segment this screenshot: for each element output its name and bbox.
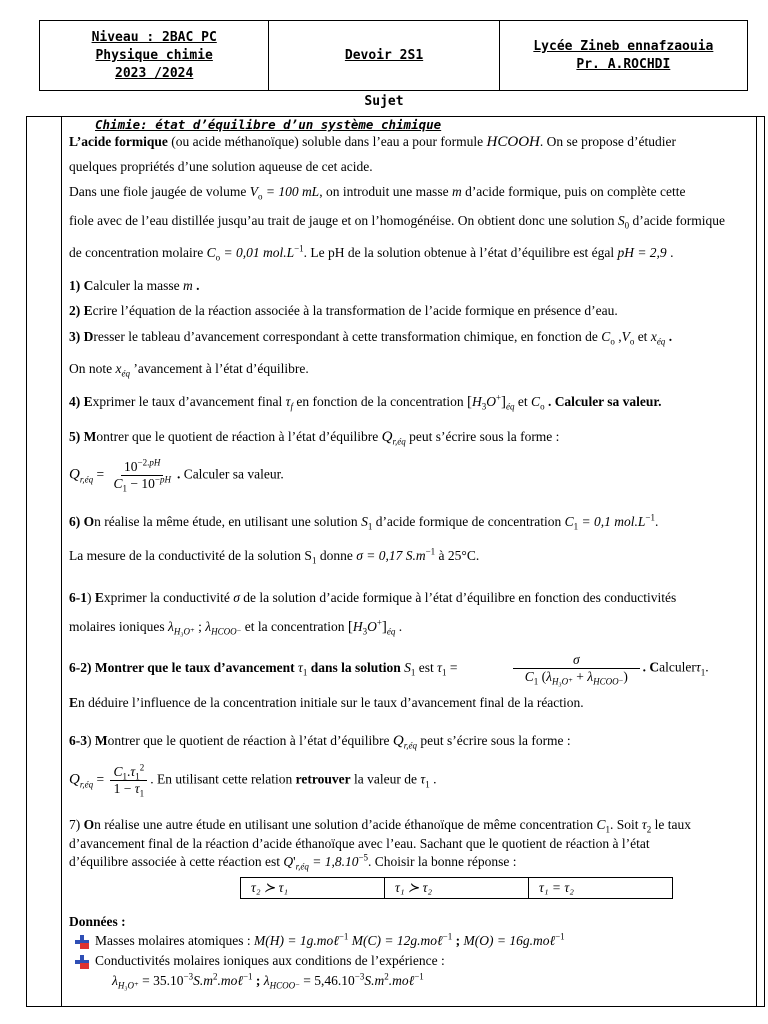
exercise-title: Chimie: état d’équilibre d’un système chimique <box>95 117 442 132</box>
q62-fraction: $\frac{\sigma}{C_1 (\lambda_{H_3O^+} + \lambda_{HCOO^-})}$ . Calculerτ$_1$. <box>510 652 709 685</box>
intro-line-1 <box>69 134 676 151</box>
q61-line-2: molaires ioniques $\lambda_{H_3O^+}$ ; $\lambda_{HCOO^-}$ et la concentration $[H_3O^+]_{éq}$ . <box>69 617 403 637</box>
question-6-2: 6-2) Montrer que le taux d’avancement $\tau_1$ dans la solution $S_1$ est $\tau_1$ = <box>69 660 458 678</box>
intro-line-5: de concentration molaire $C_o = 0,01$ $mol.L^{-1}$. Le pH de la solution obtenue à l’état d’équilibre est égal pH = 2,9 . <box>69 243 674 263</box>
header-school: Lycée Zineb ennafzaouia <box>533 38 714 54</box>
donnees-title: Données : <box>69 914 126 929</box>
q7-text: n réalise une autre étude en utilisant une solution d’acide éthanoïque de même concentration <box>94 817 597 832</box>
q5-after: Calculer sa valeur. <box>183 466 284 482</box>
question-4: 4) Exprimer le taux d’avancement final $\tau_f$ en fonction de la concentration $[H_3O^+]_{éq}$ et $C_o$ . Calculer sa valeur. <box>69 392 662 412</box>
intro-text-10: . <box>666 245 674 260</box>
q7-line3-text-2: . Choisir la bonne réponse : <box>368 854 517 869</box>
intro-text-9: . Le pH de la solution obtenue à l’état d’équilibre est égal <box>303 245 618 260</box>
q62-line2-text: n déduire l’influence de la concentration initiale sur le taux d’avancement final de la réaction. <box>78 695 584 710</box>
q62-after: alculer <box>659 659 696 675</box>
data-item-2 <box>75 953 445 969</box>
q1-var: m <box>182 278 193 293</box>
q5-fraction: $\frac{10^{-2.pH}}{C_1 - 10^{-pH}}$ <box>113 457 171 494</box>
var-m: m <box>451 184 462 199</box>
q61-number: 6-1 <box>69 590 87 605</box>
ph-value: pH = 2,9 <box>617 245 667 260</box>
q6-line-2: La mesure de la conductivité de la solution $S_1$ donne σ = 0,17 $S.m^{-1}$ à 25°C. <box>69 546 480 566</box>
q6-number: 6) O <box>69 514 95 529</box>
var-s0: S <box>617 213 625 228</box>
question-6: 6) On réalise la même étude, en utilisant une solution $S_1$ d’acide formique de concentration $C_1 = 0,1$ $mol.L^{-1}$. <box>69 512 659 532</box>
intro-acid-name: L’acide formique <box>69 134 168 149</box>
data-title <box>69 914 126 930</box>
donnees-item2-label: Conductivités molaires ioniques aux conditions de l’expérience : <box>95 953 445 968</box>
q4-text-3: et <box>514 394 532 409</box>
q3-number: 3) D <box>69 329 94 344</box>
question-6-1: 6-1) Exprimer la conductivité σ de la solution d’acide formique à l’état d’équilibre en fonction des conductivités <box>69 590 677 605</box>
lambda-h3o-value: = 35.10 <box>142 973 184 988</box>
q61-line2-text-2: et la concentration <box>244 619 348 634</box>
q5-formula: $Q_{r,éq}$ = $\frac{10^{-2.pH}}{C_1 - 10^{-pH}}$ . Calculer sa valeur. <box>69 457 284 494</box>
q4-text: xprimer le taux d’avancement final <box>92 394 286 409</box>
header-exam-title: Devoir 2S1 <box>344 47 424 63</box>
q7-qvalue: = 1,8.10 <box>312 854 359 869</box>
note-text-2: ’avancement à l’état d’équilibre. <box>130 361 309 376</box>
choice-3[interactable]: τ₁ = τ₂ <box>539 880 574 895</box>
q7-line-3: d’équilibre associée à cette réaction est $Q'_{r,éq} = 1,8.10^{-5}$. Choisir la bonne réponse : <box>69 852 517 872</box>
intro-text-5: d’acide formique, puis on complète cette <box>461 184 686 199</box>
question-7: 7) On réalise une autre étude en utilisant une solution d’acide éthanoïque de même concentration $C_1$. Soit $\tau_2$ le taux <box>69 817 691 835</box>
q62-text-2: dans la solution <box>310 660 405 675</box>
q6-line2-text-3: à 25°C. <box>435 548 480 563</box>
q3-text: resser le tableau d’avancement correspondant à cette transformation chimique, en fonction de <box>93 329 602 344</box>
data-conductivities: $\lambda_{H_3O^+}$ = $35.10^{-3}S.m^2.mo\ell^{-1}$ ; $\lambda_{HCOO^-}$ = $5,46.10^{-3}S.m^2.mo\ell^{-1}$ <box>112 971 424 991</box>
q6-text: n réalise la même étude, en utilisant une solution <box>94 514 362 529</box>
lambda-hcoo-value: = 5,46.10 <box>303 973 355 988</box>
formula-hcooh: HCOOH <box>486 134 540 150</box>
q2-number: 2) E <box>69 303 93 318</box>
choice-2[interactable]: τ₁ ≻ τ₂ <box>385 878 529 898</box>
intro-text-7: d’acide formique <box>629 213 726 228</box>
sujet-heading: Sujet <box>364 94 404 109</box>
q1-number: 1) C <box>69 278 94 293</box>
intro-text-3: Dans une fiole jaugée de volume <box>69 184 250 199</box>
q5-text-2: peut s’écrire sous la forme : <box>405 429 560 444</box>
q63-after-2: retrouver <box>295 771 351 787</box>
data-item-1: Masses molaires atomiques : M(H) = 1g.moℓ$^{-1}$ M(C) = 12g.moℓ$^{-1}$ ; M(O) = 16g.moℓ$^{-1}$ <box>75 933 565 949</box>
q4-text-4: Calculer sa valeur. <box>554 394 662 409</box>
q6-line2-text: La mesure de la conductivité de la solution S <box>69 548 312 563</box>
q63-after-3: la valeur de <box>350 771 421 787</box>
intro-text-8: de concentration molaire <box>69 245 207 260</box>
intro-text-4: , on introduit une masse <box>319 184 452 199</box>
header-exam-cell <box>269 21 499 90</box>
mass-h: M(H) = 1g.moℓ <box>253 933 339 948</box>
intro-text-2: . On se propose d’étudier <box>539 134 676 149</box>
bullet-icon <box>75 955 89 969</box>
margin-line-left <box>61 116 62 1007</box>
q61-text: xprimer la conductivité <box>103 590 234 605</box>
q63-text-2: peut s’écrire sous la forme : <box>416 733 571 748</box>
q7-text-3: le taux <box>651 817 691 832</box>
note-text-1: On note <box>69 361 116 376</box>
q3-and: et <box>634 329 651 344</box>
header-school-cell <box>500 21 747 90</box>
q7-line3-text: d’équilibre associée à cette réaction est <box>69 854 284 869</box>
q62-text-3: est <box>415 660 438 675</box>
header-level: Niveau : 2BAC PC <box>91 29 217 45</box>
v0-value: = 100 mL <box>265 184 320 199</box>
header-table <box>39 20 748 91</box>
intro-text-1: (ou acide méthanoïque) soluble dans l’eau a pour formule <box>167 134 487 149</box>
header-year: 2023 /2024 <box>115 65 194 81</box>
var-v0: V <box>249 184 258 199</box>
intro-line-2: quelques propriétés d’une solution aqueuse de cet acide. <box>69 159 373 174</box>
q7-initial: O <box>83 817 95 832</box>
q63-text: ontrer que le quotient de réaction à l’état d’équilibre <box>107 733 393 748</box>
q1-text: alculer la masse <box>93 278 183 293</box>
note-line: On note $x_{éq}$ ’avancement à l’état d’équilibre. <box>69 361 309 379</box>
q5-text: ontrer que le quotient de réaction à l’état d’équilibre <box>96 429 382 444</box>
q61-text-2: de la solution d’acide formique à l’état d’équilibre en fonction des conductivités <box>239 590 677 605</box>
header-level-cell <box>40 21 269 90</box>
q62-line-2: En déduire l’influence de la concentration initiale sur le taux d’avancement final de la réaction. <box>69 695 584 710</box>
q63-after-1: En utilisant cette relation <box>153 771 296 787</box>
answer-choices <box>240 877 673 899</box>
q63-number: 6-3 <box>69 733 87 748</box>
intro-text-6: fiole avec de l’eau distillée jusqu’au trait de jauge et on l’homogénéise. On obtient donc une solution <box>69 213 618 228</box>
q6-text-2: d’acide formique de concentration <box>372 514 565 529</box>
q62-number: 6-2) M <box>69 660 108 675</box>
question-5: 5) Montrer que le quotient de réaction à l’état d’équilibre $Q_{r,éq}$ peut s’écrire sous la forme : <box>69 429 560 447</box>
q6-line2-text-2: donne <box>316 548 357 563</box>
c0-value: = 0,01 mol.L <box>223 245 295 260</box>
donnees-item1-label: Masses molaires atomiques : <box>95 933 254 948</box>
lambda-h3o-unit: S.m <box>193 973 213 988</box>
q61-line2-text: molaires ioniques <box>69 619 168 634</box>
sigma-value: = 0,17 S.m <box>366 548 426 563</box>
question-2 <box>69 303 618 319</box>
question-1: 1) Calculer la masse m . <box>69 278 200 293</box>
q63-formula: $Q_{r,éq}$ = $\frac{C_1.\tau_1^2}{1 - \tau_1}$ . En utilisant cette relation retrouver la valeur de $\tau_1$ . <box>69 762 437 799</box>
var-c0: C <box>206 245 216 260</box>
intro-line-4: fiole avec de l’eau distillée jusqu’au trait de jauge et on l’homogénéise. On obtient donc une solution $S_0$ d’acide formique <box>69 213 726 231</box>
intro-line-3: Dans une fiole jaugée de volume $V_o = 100$ mL, on introduit une masse m d’acide formique, puis on complète cette <box>69 184 686 202</box>
q2-text: crire l’équation de la réaction associée à la transformation de l’acide formique en présence d’eau. <box>92 303 618 318</box>
q5-number: 5) M <box>69 429 97 444</box>
q7-text-2: . Soit <box>609 817 642 832</box>
q4-number: 4) E <box>69 394 93 409</box>
question-6-3: 6-3) Montrer que le quotient de réaction à l’état d’équilibre $Q_{r,éq}$ peut s’écrire sous la forme : <box>69 733 571 751</box>
mass-o: M(O) = 16g.moℓ <box>463 933 556 948</box>
question-3: 3) Dresser le tableau d’avancement correspondant à cette transformation chimique, en fonction de $C_o$ $,V_o$ et $x_{éq}$ . <box>69 329 673 347</box>
q7-line-2: d’avancement final de la réaction d’acide éthanoïque avec l’eau. Sachant que le quotient de réaction à l’état <box>69 836 650 851</box>
q62-text: ontrer que le taux d’avancement <box>107 660 298 675</box>
bullet-icon <box>75 935 89 949</box>
header-subject: Physique chimie <box>95 47 213 63</box>
lambda-hcoo-unit: S.m <box>364 973 385 988</box>
header-teacher: Pr. A.ROCHDI <box>576 56 671 72</box>
q4-text-2: en fonction de la concentration <box>293 394 467 409</box>
c1-value: = 0,1 mol.L <box>581 514 646 529</box>
mass-c: M(C) = 12g.moℓ <box>351 933 443 948</box>
q7-number: 7) <box>69 817 84 832</box>
q3-var-c: C <box>601 329 611 344</box>
choice-1[interactable]: τ₂ ≻ τ₁ <box>241 878 385 898</box>
margin-line-right <box>756 116 757 1007</box>
